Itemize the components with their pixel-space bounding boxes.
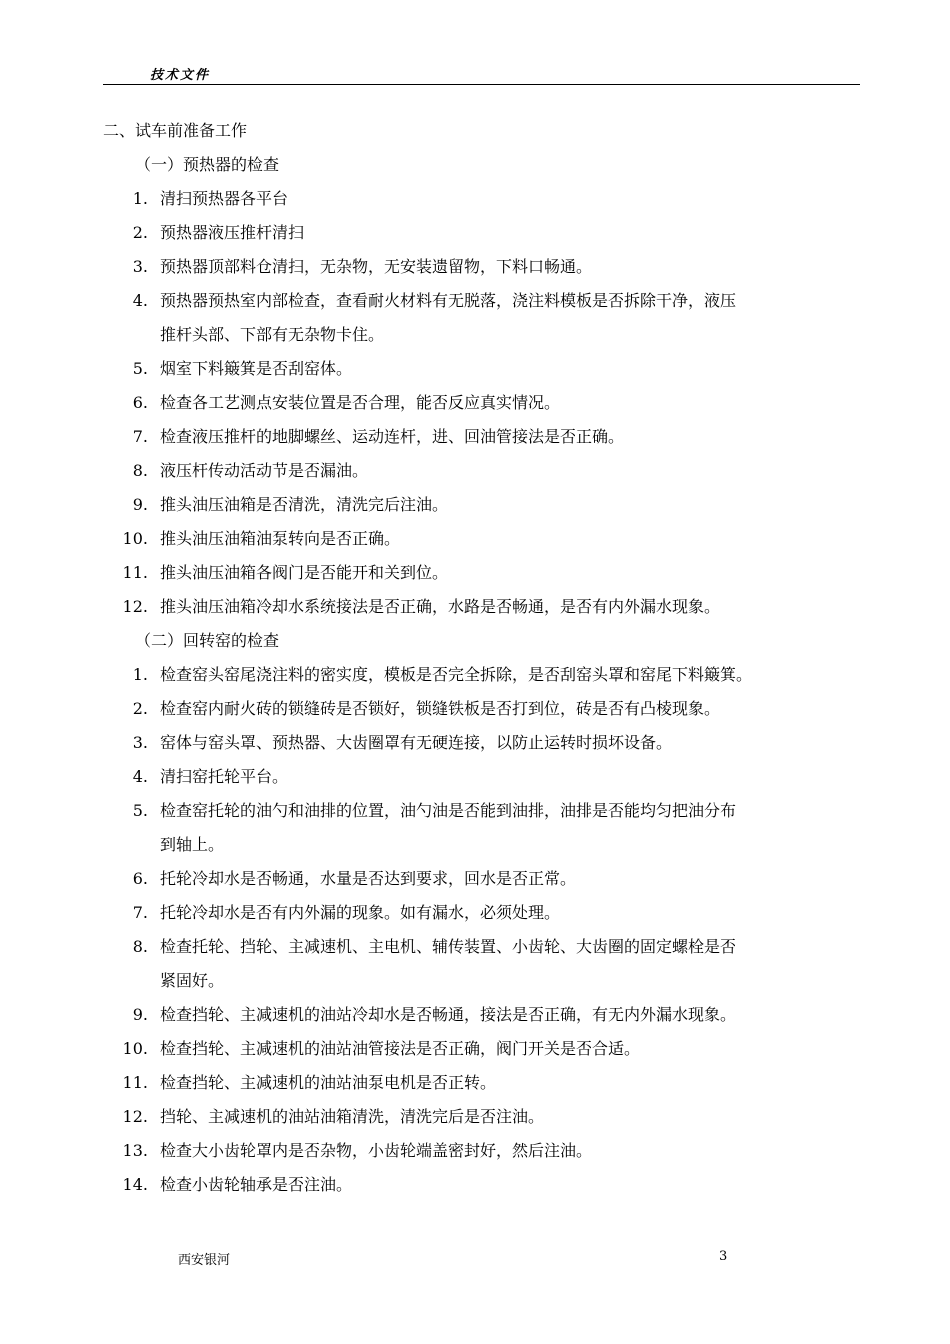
list-item	[103, 250, 863, 284]
list-item-number: 4.	[132, 291, 148, 310]
page-number: 3	[719, 1249, 728, 1264]
list-item-number: 8.	[132, 937, 148, 956]
footer-company: 西安银河	[178, 1253, 231, 1268]
list-item	[103, 862, 863, 896]
list-item-number: 2.	[132, 223, 148, 242]
list-item-number: 5.	[132, 801, 148, 820]
list-item-number: 6.	[132, 869, 148, 888]
list-item-number: 12.	[122, 597, 148, 616]
list-item-text: 检查挡轮、主减速机的油站油泵电机是否正转。	[160, 1073, 497, 1092]
list-item	[103, 760, 863, 794]
list-item	[103, 522, 863, 556]
list-item-text: 预热器顶部料仓清扫，无杂物，无安装遗留物，下料口畅通。	[160, 257, 593, 276]
list-item	[103, 352, 863, 386]
list-item-continuation: 到轴上。	[160, 835, 225, 854]
list-item-text: 预热器液压推杆清扫	[160, 223, 305, 242]
list-item	[103, 930, 863, 964]
list-item	[103, 556, 863, 590]
list-item-number: 3.	[132, 733, 148, 752]
section-heading: 二、试车前准备工作	[103, 121, 248, 140]
list-item-text: 挡轮、主减速机的油站油箱清洗，清洗完后是否注油。	[160, 1107, 545, 1126]
list-item	[103, 896, 863, 930]
list-item-text: 检查挡轮、主减速机的油站油管接法是否正确，阀门开关是否合适。	[160, 1039, 641, 1058]
list-item-text: 预热器预热室内部检查，查看耐火材料有无脱落，浇注料模板是否拆除干净，液压	[160, 291, 737, 310]
list-item	[103, 386, 863, 420]
list-item	[103, 1134, 863, 1168]
list-item	[103, 1066, 863, 1100]
list-item-number: 6.	[132, 393, 148, 412]
list-item	[103, 216, 863, 250]
list-item-number: 11.	[122, 563, 148, 582]
kiln-checklist	[103, 658, 863, 1202]
list-item-number: 3.	[132, 257, 148, 276]
header-title: 技术文件	[150, 68, 211, 83]
list-item	[103, 1100, 863, 1134]
list-item	[103, 284, 863, 318]
list-item-number: 11.	[122, 1073, 148, 1092]
list-item-text: 推头油压油箱油泵转向是否正确。	[160, 529, 401, 548]
subsection-title-preheater: （一）预热器的检查	[135, 155, 280, 174]
list-item-number: 10.	[122, 529, 148, 548]
list-item-number: 4.	[132, 767, 148, 786]
document-body	[103, 114, 863, 1202]
list-item-number: 10.	[122, 1039, 148, 1058]
list-item-text: 检查托轮、挡轮、主减速机、主电机、辅传装置、小齿轮、大齿圈的固定螺栓是否	[160, 937, 737, 956]
list-item	[103, 658, 863, 692]
list-item-text: 推头油压油箱是否清洗，清洗完后注油。	[160, 495, 449, 514]
list-item	[103, 692, 863, 726]
list-item-number: 9.	[132, 1005, 148, 1024]
list-item-text: 检查各工艺测点安装位置是否合理，能否反应真实情况。	[160, 393, 561, 412]
list-item	[103, 488, 863, 522]
list-item-text: 检查挡轮、主减速机的油站冷却水是否畅通，接法是否正确，有无内外漏水现象。	[160, 1005, 737, 1024]
list-item-number: 7.	[132, 427, 148, 446]
list-item-number: 7.	[132, 903, 148, 922]
list-item-text: 液压杆传动活动节是否漏油。	[160, 461, 369, 480]
subsection-title-kiln: （二）回转窑的检查	[135, 631, 280, 650]
list-item-text: 托轮冷却水是否有内外漏的现象。如有漏水，必须处理。	[160, 903, 561, 922]
list-item-text: 窑体与窑头罩、预热器、大齿圈罩有无硬连接，以防止运转时损坏设备。	[160, 733, 673, 752]
list-item-number: 2.	[132, 699, 148, 718]
list-item-number: 12.	[122, 1107, 148, 1126]
list-item-text: 检查小齿轮轴承是否注油。	[160, 1175, 353, 1194]
list-item-text: 烟室下料簸箕是否刮窑体。	[160, 359, 353, 378]
list-item-text: 检查窑头窑尾浇注料的密实度，模板是否完全拆除，是否刮窑头罩和窑尾下料簸箕。	[160, 665, 753, 684]
list-item-text: 检查大小齿轮罩内是否杂物，小齿轮端盖密封好，然后注油。	[160, 1141, 593, 1160]
list-item	[103, 1168, 863, 1202]
list-item-text: 清扫窑托轮平台。	[160, 767, 289, 786]
list-item	[103, 182, 863, 216]
list-item-number: 1.	[132, 189, 148, 208]
list-item-number: 14.	[122, 1175, 148, 1194]
list-item-number: 13.	[122, 1141, 148, 1160]
list-item	[103, 1032, 863, 1066]
preheater-checklist	[103, 182, 863, 624]
list-item-text: 清扫预热器各平台	[160, 189, 289, 208]
list-item-text: 推头油压油箱各阀门是否能开和关到位。	[160, 563, 449, 582]
list-item-number: 5.	[132, 359, 148, 378]
list-item-continuation: 紧固好。	[160, 971, 225, 990]
list-item-number: 9.	[132, 495, 148, 514]
list-item	[103, 998, 863, 1032]
list-item	[103, 454, 863, 488]
list-item	[103, 590, 863, 624]
list-item-text: 检查窑托轮的油勺和油排的位置，油勺油是否能到油排，油排是否能均匀把油分布	[160, 801, 737, 820]
list-item-text: 托轮冷却水是否畅通，水量是否达到要求，回水是否正常。	[160, 869, 577, 888]
list-item	[103, 726, 863, 760]
list-item-continuation: 推杆头部、下部有无杂物卡住。	[160, 325, 385, 344]
list-item-number: 1.	[132, 665, 148, 684]
list-item	[103, 420, 863, 454]
list-item-text: 检查液压推杆的地脚螺丝、运动连杆，进、回油管接法是否正确。	[160, 427, 625, 446]
list-item-number: 8.	[132, 461, 148, 480]
header-rule	[103, 84, 860, 85]
list-item-text: 检查窑内耐火砖的锁缝砖是否锁好，锁缝铁板是否打到位，砖是否有凸棱现象。	[160, 699, 721, 718]
list-item-text: 推头油压油箱冷却水系统接法是否正确，水路是否畅通，是否有内外漏水现象。	[160, 597, 721, 616]
list-item	[103, 794, 863, 828]
